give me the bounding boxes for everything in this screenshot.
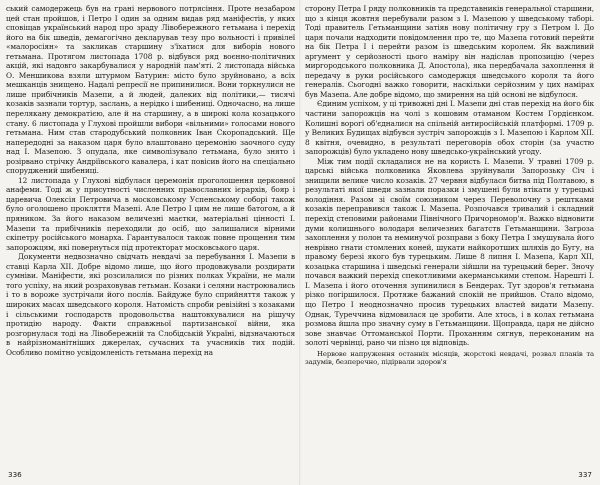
page-number: 336 — [8, 470, 22, 479]
paragraph: Єдиним успіхом, у ці тривожні дні І. Мазепи дні став перехід на його бік частини запорожців на чолі з кошовим отаманом Костем Гордієнком. Колишні ворогі об'єдналися на спільній антиросійській платформі. 1709 р. у Великих Будищах відбувся зустріч запорожців з І. Мазепою і Карлом XII. 8 квітня, очевидно, в результаті переговорів обох сторін (за участю запорожців) було укладено нову шведсько-український угоду. — [305, 99, 594, 157]
page-number: 337 — [578, 470, 592, 479]
left-page-body — [6, 4, 295, 357]
book-gutter — [299, 0, 301, 485]
paragraph: Між тим події складалися не на користь І. Мазепи. У травні 1709 р. царські війська полковника Яковлева зруйнували Запорозьку Січ і знищили велике число козаків. 27 червня відбулася битва під Полтавою, в результаті якої шведи зазнали поразки і змушені були втікати у турецькі володіння. Разом зі своїм союзником через Переволочну з рештками козаків переправився також І. Мазепа. Розпочався тривалий і складний перехід степовими районами Північного Причорномор'я. Важко відновити думи колишнього володаря величезних багатств Гетьманщини. Загроза захоплення у полон та неминучої розправи з боку Петра І змушувала його неврівно гнати стомлених коней, шукати найкоротших шляхів до Бугу, на правому березі якого був турецьким. Лише 8 липня І. Мазепа, Карл XII, козацька старшина і шведські генерали зійшли на турецький берег. Зночу почався важкий перехід спекотливими акерманськими степом. Нарешті І. І. Мазепа і його оточення зупинилися в Бендерах. Тут здоров'я гетьмана різко погіршилося. Протяже бажаний спокій не прийшов. Стало відомо, що Петро І неоднозначно просив турецьких властей видати Мазепу. Однак, Туреччина відмовилася це зробити. Але хтось, і в колах гетьмана розмова йшла про значну суму в Гетьманщини. Щоправда, царя не дійсно зове знавчає Оттоманської Порти. Проханням сягнув, переконаним на золоті червінці, рано чи пізно ця відповідь. — [305, 156, 594, 348]
right-page — [303, 4, 596, 481]
paragraph: ський самодержець був на грані нервового потрясіння. Проте незабаром цей стан пройшов, і Петро І один за одним видав ряд маніфестів, у яких сповіщав український народ про зраду Лівобережного гетьмана і перехід його на бік шведів, демагогічно декларував тезу про вольності і привілеї «малоросіян» та закликав старшину з'їхатися для виборів нового гетьмана. Протягом листопада 1708 р. відбувся ряд воєнно-політичних акцій, які надовго закарбувалися у народній пам'яті. 2 листопада війська О. Меншикова взяли штурмом Батурин: місто було зруйновано, а всіх мешканців знищено. Надалі репресії не припинилися. Вони торкнулися не лише прибічників Мазепи, а й людей, далеких від політики,— тисячі козаків зазнали тортур, заслань, а нерідко і шибениці. Одночасно, на лише перелякану демократією, але й на старшину, а в широкі кола козацького стану. 6 листопада у Глухові пройшли вибори «вільними» голосами нового гетьмана. Ним став стародубський полковник Іван Скоропадський. Ще напередодні за наказом царя було влаштовано церемонію заочного суду над І. Мазепою. З опудала, яке символізувало гетьмана, було знято і розірвано стрічку Андріївського кавалера, і кат повісив його на спеціально споруджений шибениці. — [6, 4, 295, 176]
left-page — [4, 4, 297, 481]
paragraph: сторону Петра І ряду полковників та представників генеральної старшини, що з кінця жовтня перебували разом з І. Мазепою у шведському таборі. Тоді правитель Гетьманщини затіяв нову політичну гру з Петром І. До царя почали надходити повідомлення про те, що Мазепа готовий перейти на бік Петра І і перейти разом із шведським королем. Як важливий аргумент у серйозності цього наміру він надіслав пропозицію (через миргородського полковника Д. Апостола), яка передбачала захоплення й передачу в руки російського самодержця шведського короля та його генералів. Сьогодні важко говорити, наскільки серйозним у цих намірах був Мазепа. Але добре відомо, що змирення на цій основі не відбулося. — [305, 4, 594, 99]
paragraph: Документи недвозначно свідчать невдачі за перебування І. Мазепи в ставці Карла XII. Добре відомо лише, що його продовжували роздирати сумніви. Маніфести, які розсилалися по різних полках України, не мали того успіху, на який розраховував гетьман. Козаки і селяни настроювались і то в вороже зустрічали його послів. Байдуже було сприйняття також у широких масах шведського короля. Натомість спроби ревізійні з козаками і сільськими господарств продовольства наштовхувалися на рішучу протидію народу. Факти справжньої партизанської війни, яка розгорнулася тоді на Лівобережній та Слобідській Україні, відзначаються в найрізноманітніших джерелах, сучасних та учасників тих подій. Особливо помітно усвідомленість гетьмана перехід на — [6, 252, 295, 357]
right-page-body — [305, 4, 594, 367]
paragraph: Нервове напруження останніх місяців, жорстокі невдачі, розвал планів та задумів, безперечно, підірвали здоров'я — [305, 349, 594, 367]
paragraph: 12 листопада у Глухові відбулася церемонія проголошення церковної анафеми. Тоді ж у присутності численних православних ієрархів, бояр і царевича Олексія Петровича в московському Успенському соборі також було оголошено прокляття Мазепі. Але Петро І цим не лише батогом, а й пряником. За його наказом величезні маєтки, матеріальні цінності І. Мазепи та прибічників переходили до осіб, що залишалися вірними скіпетру російського монарха. Гарантувалося також повне прощення тим запорожцям, які повернуться під протекторат московського царя. — [6, 175, 295, 252]
